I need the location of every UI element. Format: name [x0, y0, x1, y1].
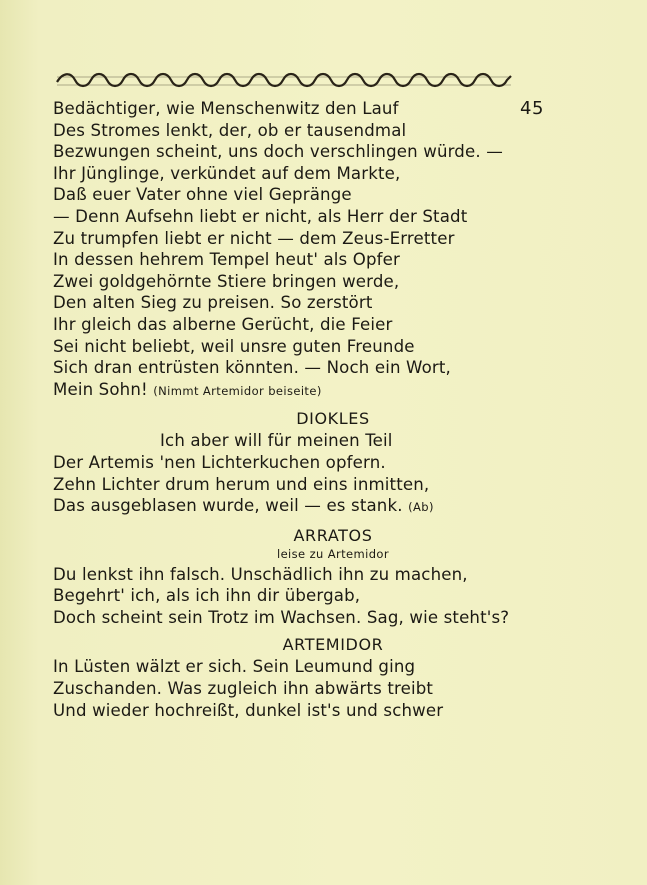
verse-text [53, 98, 613, 721]
verse-line: Bezwungen scheint, uns doch verschlingen würde. — [53, 142, 503, 162]
verse-line: Sei nicht beliebt, weil unsre guten Freunde [53, 336, 415, 356]
verse-line: Du lenkst ihn falsch. Unschädlich ihn zu machen, [53, 564, 468, 584]
verse-line: Begehrt' ich, als ich ihn dir übergab, [53, 586, 361, 606]
speaker-name: ARTEMIDOR [282, 635, 384, 655]
verse-line: Und wieder hochreißt, dunkel ist's und schwer [53, 700, 444, 720]
verse-line: Der Artemis 'nen Lichterkuchen opfern. [53, 452, 386, 472]
verse-text-span: Das ausgeblasen wurde, weil — es stank. [53, 496, 403, 516]
verse-line: In dessen hehrem Tempel heut' als Opfer [53, 250, 400, 270]
verse-line: Ich aber will für meinen Teil [160, 431, 393, 451]
stage-direction: leise zu Artemidor [276, 546, 389, 561]
verse-line: Doch scheint sein Trotz im Wachsen. Sag, wie steht's? [53, 607, 510, 627]
speaker-name: ARRATOS [293, 525, 373, 545]
verse-line [53, 379, 613, 403]
stage-direction: (Nimmt Artemidor beiseite) [153, 383, 322, 398]
verse-line [53, 495, 613, 519]
verse-line: Zu trumpfen liebt er nicht — dem Zeus-Erretter [53, 228, 455, 248]
verse-line: Zwei goldgehörnte Stiere bringen werde, [53, 271, 400, 291]
page-number: 45 [520, 98, 544, 119]
stage-direction: (Ab) [408, 500, 434, 515]
verse-line: In Lüsten wälzt er sich. Sein Leumund ging [53, 657, 416, 677]
verse-line: Daß euer Vater ohne viel Gepränge [53, 185, 352, 205]
verse-line: Bedächtiger, wie Menschenwitz den Lauf [53, 99, 399, 118]
decorative-border-ornament [53, 70, 515, 90]
verse-text-span: Mein Sohn! [53, 379, 148, 399]
verse-line: Den alten Sieg zu preisen. So zerstört [53, 293, 373, 313]
verse-line: Des Stromes lenkt, der, ob er tausendmal [53, 120, 407, 140]
verse-line: Ihr gleich das alberne Gerücht, die Feier [53, 314, 393, 334]
verse-line: Zehn Lichter drum herum und eins inmitten, [53, 474, 430, 494]
verse-line: Ihr Jünglinge, verkündet auf dem Markte, [53, 163, 401, 183]
verse-line: Sich dran entrüsten könnten. — Noch ein Wort, [53, 358, 451, 378]
speaker-name: DIOKLES [296, 409, 370, 429]
verse-line: Zuschanden. Was zugleich ihn abwärts treibt [53, 679, 434, 699]
verse-line: — Denn Aufsehn liebt er nicht, als Herr der Stadt [53, 206, 468, 226]
